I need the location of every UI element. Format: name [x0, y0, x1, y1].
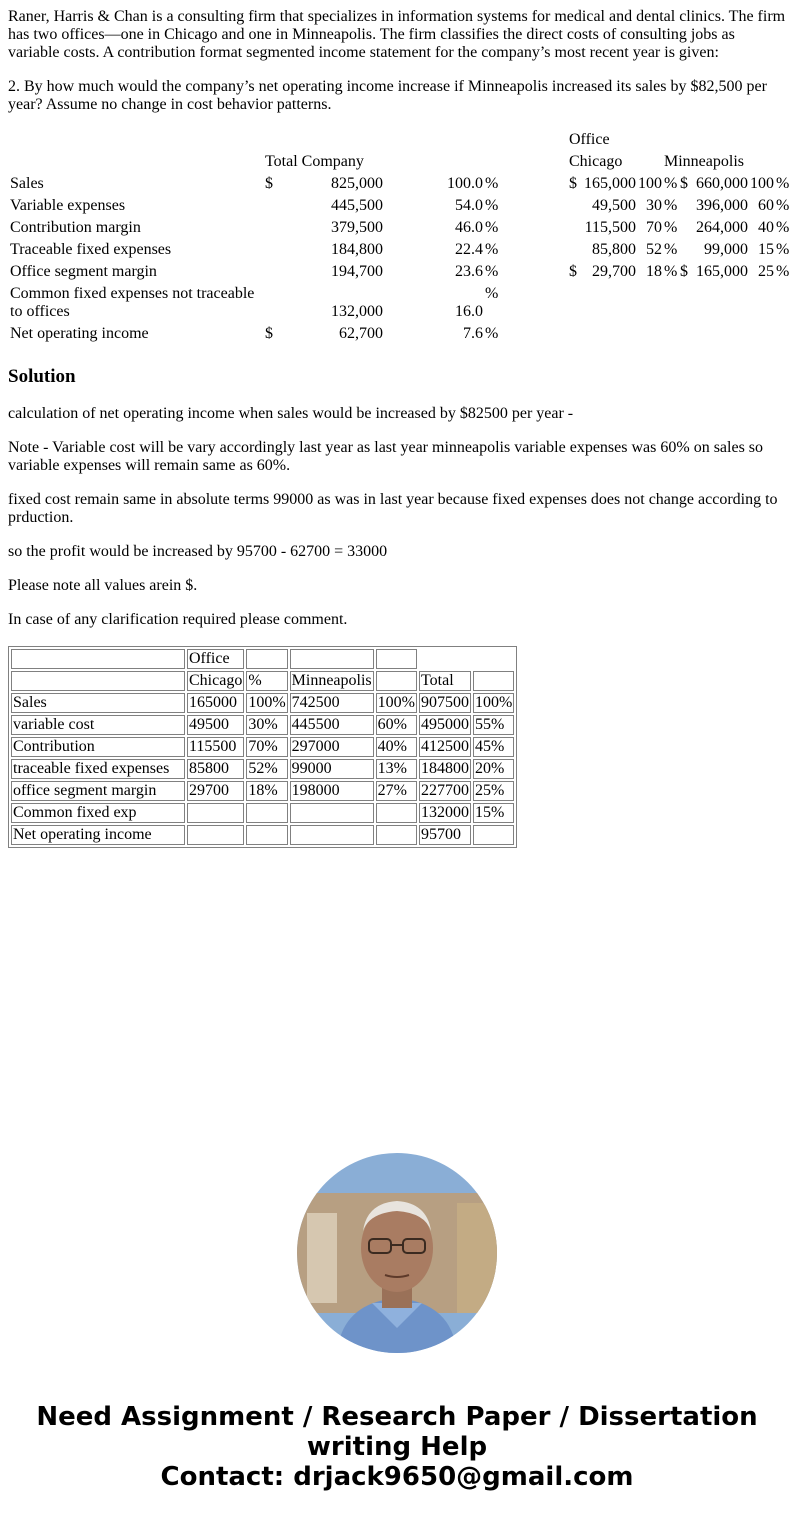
statement-cell-total: 445,500	[331, 197, 383, 214]
statement-cell-total: 62,700	[339, 325, 383, 342]
advertisement-banner	[0, 1402, 794, 1492]
statement-cell-tpct: 22.4	[455, 241, 483, 258]
solution-table-cell	[290, 649, 374, 669]
statement-cell-chicago: 115,500	[584, 219, 636, 236]
solution-table-cell: 60%	[376, 715, 417, 735]
statement-cell-minneapolis	[692, 324, 748, 344]
solution-table-header-row	[11, 671, 514, 691]
statement-cell-mpct: 60	[758, 197, 774, 214]
solution-table-cell: 297000	[290, 737, 374, 757]
statement-cell-total: 132,000	[331, 303, 383, 320]
statement-cell-mpctsign: %	[776, 197, 790, 214]
statement-cell-cpct	[638, 324, 662, 344]
statement-row	[10, 218, 792, 238]
statement-cell-label: Variable expenses	[10, 197, 126, 214]
statement-cell-cpctsign: %	[664, 197, 678, 214]
statement-cell-minneapolis: 264,000	[696, 219, 748, 236]
intro-paragraph: Raner, Harris & Chan is a consulting firm that specializes in information systems for medical and dental clinics. The firm has two offices—one in Chicago and one in Minneapolis. The firm classifies the direct costs of consulting jobs as variable costs. A contribution format segmented income statement for the company’s most recent year is given:	[8, 8, 786, 61]
solution-table-cell	[246, 825, 287, 845]
solution-table-cell: 95700	[419, 825, 471, 845]
solution-table-cell: 85800	[187, 759, 244, 779]
statement-cell-mpctsign: %	[776, 241, 790, 258]
statement-cell-label: Net operating income	[10, 325, 149, 342]
author-photo	[297, 1153, 497, 1353]
solution-table-cell	[376, 825, 417, 845]
statement-cell-tpct: 54.0	[455, 197, 483, 214]
statement-cell-mpctsign: %	[776, 263, 790, 280]
statement-cell-chicago	[581, 284, 636, 322]
statement-cell-total: 184,800	[331, 241, 383, 258]
statement-cell-mpctsign: %	[776, 175, 790, 192]
solution-table-cell: 13%	[376, 759, 417, 779]
minneapolis-header: Minneapolis	[664, 153, 744, 170]
solution-table-cell: 45%	[473, 737, 514, 757]
solution-table-cell: 198000	[290, 781, 374, 801]
statement-cell-tpctsign: %	[485, 219, 499, 236]
author-portrait-icon	[297, 1153, 497, 1353]
statement-cell-minneapolis: 660,000	[696, 175, 748, 192]
solution-table-cell: 132000	[420, 804, 469, 821]
question-paragraph: 2. By how much would the company’s net operating income increase if Minneapolis increased its sales by $82,500 per year? Assume no change in cost behavior patterns.	[8, 78, 767, 113]
solution-table-cell	[187, 803, 244, 823]
statement-cell-cpct: 52	[646, 241, 662, 258]
solution-table-cell: 100%	[377, 694, 415, 711]
solution-paragraph: calculation of net operating income when sales would be increased by $82500 per year -	[8, 405, 574, 422]
statement-header-columns	[10, 152, 792, 172]
statement-cell-minneapolis: 165,000	[696, 263, 748, 280]
solution-table-cell	[290, 825, 374, 845]
solution-table-cell: 25%	[473, 781, 514, 801]
statement-row	[10, 284, 792, 322]
solution-table-cell: 165000	[187, 693, 244, 713]
statement-cell-mpctsign: %	[776, 219, 790, 236]
solution-table-cell: Minneapolis	[291, 672, 372, 689]
solution-table-cell: 20%	[473, 759, 514, 779]
solution-paragraph: Please note all values arein $.	[8, 577, 198, 594]
statement-header-office	[10, 130, 792, 150]
statement-cell-cdollar	[569, 196, 579, 216]
statement-cell-label: Traceable fixed expenses	[10, 241, 172, 258]
statement-cell-tpct: 46.0	[455, 219, 483, 236]
solution-table-row	[11, 737, 514, 757]
solution-table-cell: 52%	[246, 759, 287, 779]
banner-contact: Contact: drjack9650@gmail.com	[160, 1462, 634, 1492]
statement-cell-mpctsign	[776, 284, 790, 322]
solution-table-cell: traceable fixed expenses	[11, 759, 185, 779]
solution-table-row	[11, 715, 514, 735]
statement-cell-tpct: 100.0	[447, 175, 483, 192]
statement-cell-tdollar	[265, 196, 327, 216]
statement-cell-tpctsign: %	[485, 175, 499, 192]
office-header: Office	[569, 131, 610, 148]
statement-cell-total: 825,000	[331, 175, 383, 192]
solution-table	[8, 646, 517, 848]
statement-cell-tdollar	[265, 218, 327, 238]
statement-cell-tpctsign: %	[485, 263, 499, 280]
statement-row	[10, 196, 792, 216]
statement-cell-tdollar: $	[265, 175, 273, 192]
statement-row	[10, 324, 792, 344]
statement-cell-cpctsign: %	[664, 241, 678, 258]
solution-table-cell	[473, 671, 514, 691]
statement-cell-chicago: 85,800	[592, 241, 636, 258]
solution-table-cell	[11, 671, 185, 691]
statement-cell-chicago	[581, 324, 636, 344]
solution-table-cell: 18%	[246, 781, 287, 801]
statement-cell-cpctsign: %	[664, 175, 678, 192]
statement-cell-cpct: 100	[638, 175, 662, 192]
statement-cell-tpctsign: %	[485, 197, 499, 214]
statement-cell-cpct: 30	[646, 197, 662, 214]
statement-cell-mdollar	[680, 196, 690, 216]
statement-cell-mpct: 15	[758, 241, 774, 258]
statement-cell-cpctsign: %	[664, 263, 678, 280]
statement-cell-mdollar	[680, 240, 690, 260]
statement-cell-tdollar	[265, 262, 327, 282]
statement-cell-chicago: 165,000	[584, 175, 636, 192]
statement-cell-minneapolis: 99,000	[704, 241, 748, 258]
statement-cell-cdollar	[569, 240, 579, 260]
chicago-header: Chicago	[569, 153, 623, 170]
statement-cell-tpct: 16.0	[455, 303, 483, 320]
solution-paragraph: In case of any clarification required please comment.	[8, 611, 348, 628]
statement-cell-cdollar	[569, 284, 579, 322]
statement-cell-label: Sales	[10, 175, 44, 192]
statement-cell-tpctsign: %	[485, 325, 499, 342]
solution-table-cell: %	[246, 671, 287, 691]
statement-cell-mdollar: $	[680, 175, 688, 192]
statement-cell-mpctsign	[776, 324, 790, 344]
document-body	[8, 0, 788, 848]
banner-line: writing Help	[306, 1432, 488, 1462]
statement-cell-cdollar	[569, 324, 579, 344]
solution-table-cell	[11, 649, 185, 669]
statement-cell-tpctsign: %	[485, 285, 499, 302]
statement-cell-total: 379,500	[331, 219, 383, 236]
solution-table-cell: 227700	[420, 782, 469, 799]
income-statement-table	[8, 128, 794, 346]
statement-cell-mpct	[750, 324, 774, 344]
statement-cell-mdollar: $	[680, 263, 688, 280]
solution-table-row	[11, 781, 514, 801]
statement-cell-mpct: 40	[758, 219, 774, 236]
solution-table-cell: 49500	[187, 715, 244, 735]
statement-cell-tdollar	[265, 240, 327, 260]
statement-cell-mpct: 100	[750, 175, 774, 192]
statement-cell-mdollar	[680, 218, 690, 238]
solution-paragraph: fixed cost remain same in absolute terms 99000 as was in last year because fixed expenses does not change according to prduction.	[8, 491, 778, 526]
solution-table-cell: Net operating income	[11, 825, 185, 845]
solution-table-cell: 99000	[290, 759, 374, 779]
solution-table-cell: Chicago	[189, 672, 243, 689]
solution-paragraph: Note - Variable cost will be vary accordingly last year as last year minneapolis variable expenses was 60% on sales so variable expenses will remain same as 60%.	[8, 439, 764, 474]
solution-table-cell	[376, 803, 417, 823]
solution-paragraph: so the profit would be increased by 95700 - 62700 = 33000	[8, 543, 388, 560]
statement-cell-minneapolis	[692, 284, 748, 322]
statement-cell-mpct	[750, 284, 774, 322]
statement-row	[10, 174, 792, 194]
solution-table-cell: 100%	[474, 694, 513, 711]
solution-table-cell	[376, 671, 417, 691]
statement-cell-cpctsign	[664, 324, 678, 344]
statement-row	[10, 262, 792, 282]
solution-table-cell: 184800	[420, 760, 469, 777]
solution-table-cell: 445500	[290, 715, 374, 735]
statement-cell-label: Contribution margin	[10, 219, 141, 236]
statement-cell-mpct: 25	[758, 263, 774, 280]
solution-table-cell: 412500	[420, 738, 469, 755]
solution-table-cell: Common fixed exp	[11, 803, 185, 823]
solution-table-cell: 30%	[246, 715, 287, 735]
solution-table-header-row	[11, 649, 514, 669]
statement-cell-cpctsign	[664, 284, 678, 322]
solution-table-cell: 55%	[473, 715, 514, 735]
solution-table-cell	[246, 803, 287, 823]
solution-table-row	[11, 803, 514, 823]
solution-table-cell: 742500	[290, 693, 374, 713]
solution-table-cell: Total	[419, 671, 471, 691]
statement-cell-cpct: 18	[646, 263, 662, 280]
statement-cell-tdollar: $	[265, 325, 273, 342]
solution-heading: Solution	[8, 366, 76, 387]
solution-table-cell: 27%	[376, 781, 417, 801]
solution-table-cell: Office	[187, 649, 244, 669]
solution-table-row	[11, 825, 514, 845]
statement-cell-label: Common fixed expenses not traceable to offices	[10, 285, 255, 320]
statement-row	[10, 240, 792, 260]
solution-table-cell: 115500	[187, 737, 244, 757]
statement-cell-chicago: 49,500	[592, 197, 636, 214]
banner-line: Need Assignment / Research Paper / Dissertation	[36, 1402, 758, 1432]
total-company-header: Total Company	[265, 153, 364, 170]
statement-cell-label: Office segment margin	[10, 263, 157, 280]
statement-cell-mdollar	[680, 284, 690, 322]
solution-table-cell	[376, 649, 417, 669]
statement-cell-cpct	[638, 284, 662, 322]
statement-cell-tpct: 7.6	[463, 325, 483, 342]
statement-cell-cpct: 70	[646, 219, 662, 236]
solution-table-cell: variable cost	[11, 715, 185, 735]
solution-section	[8, 366, 788, 848]
statement-cell-tdollar	[265, 284, 327, 322]
solution-table-cell: 907500	[420, 694, 469, 711]
solution-table-cell	[246, 649, 287, 669]
solution-table-cell: office segment margin	[11, 781, 185, 801]
solution-table-row	[11, 693, 514, 713]
statement-cell-tpctsign: %	[485, 241, 499, 258]
solution-table-cell: 29700	[187, 781, 244, 801]
solution-table-row	[11, 759, 514, 779]
solution-table-cell: 100%	[248, 694, 286, 711]
solution-table-cell: Contribution	[11, 737, 185, 757]
statement-cell-cdollar: $	[569, 175, 577, 192]
solution-table-cell: 15%	[473, 803, 514, 823]
solution-table-cell	[187, 825, 244, 845]
solution-table-cell: 70%	[246, 737, 287, 757]
solution-table-cell: 40%	[376, 737, 417, 757]
statement-cell-chicago: 29,700	[592, 263, 636, 280]
statement-cell-tpct: 23.6	[455, 263, 483, 280]
solution-table-cell: Sales	[11, 693, 185, 713]
statement-cell-mdollar	[680, 324, 690, 344]
statement-cell-cdollar: $	[569, 263, 577, 280]
statement-cell-cdollar	[569, 218, 579, 238]
solution-table-cell: 495000	[420, 716, 469, 733]
statement-cell-cpctsign: %	[664, 219, 678, 236]
solution-table-cell	[473, 825, 514, 845]
statement-cell-total: 194,700	[331, 263, 383, 280]
solution-table-cell	[290, 803, 374, 823]
statement-cell-minneapolis: 396,000	[696, 197, 748, 214]
